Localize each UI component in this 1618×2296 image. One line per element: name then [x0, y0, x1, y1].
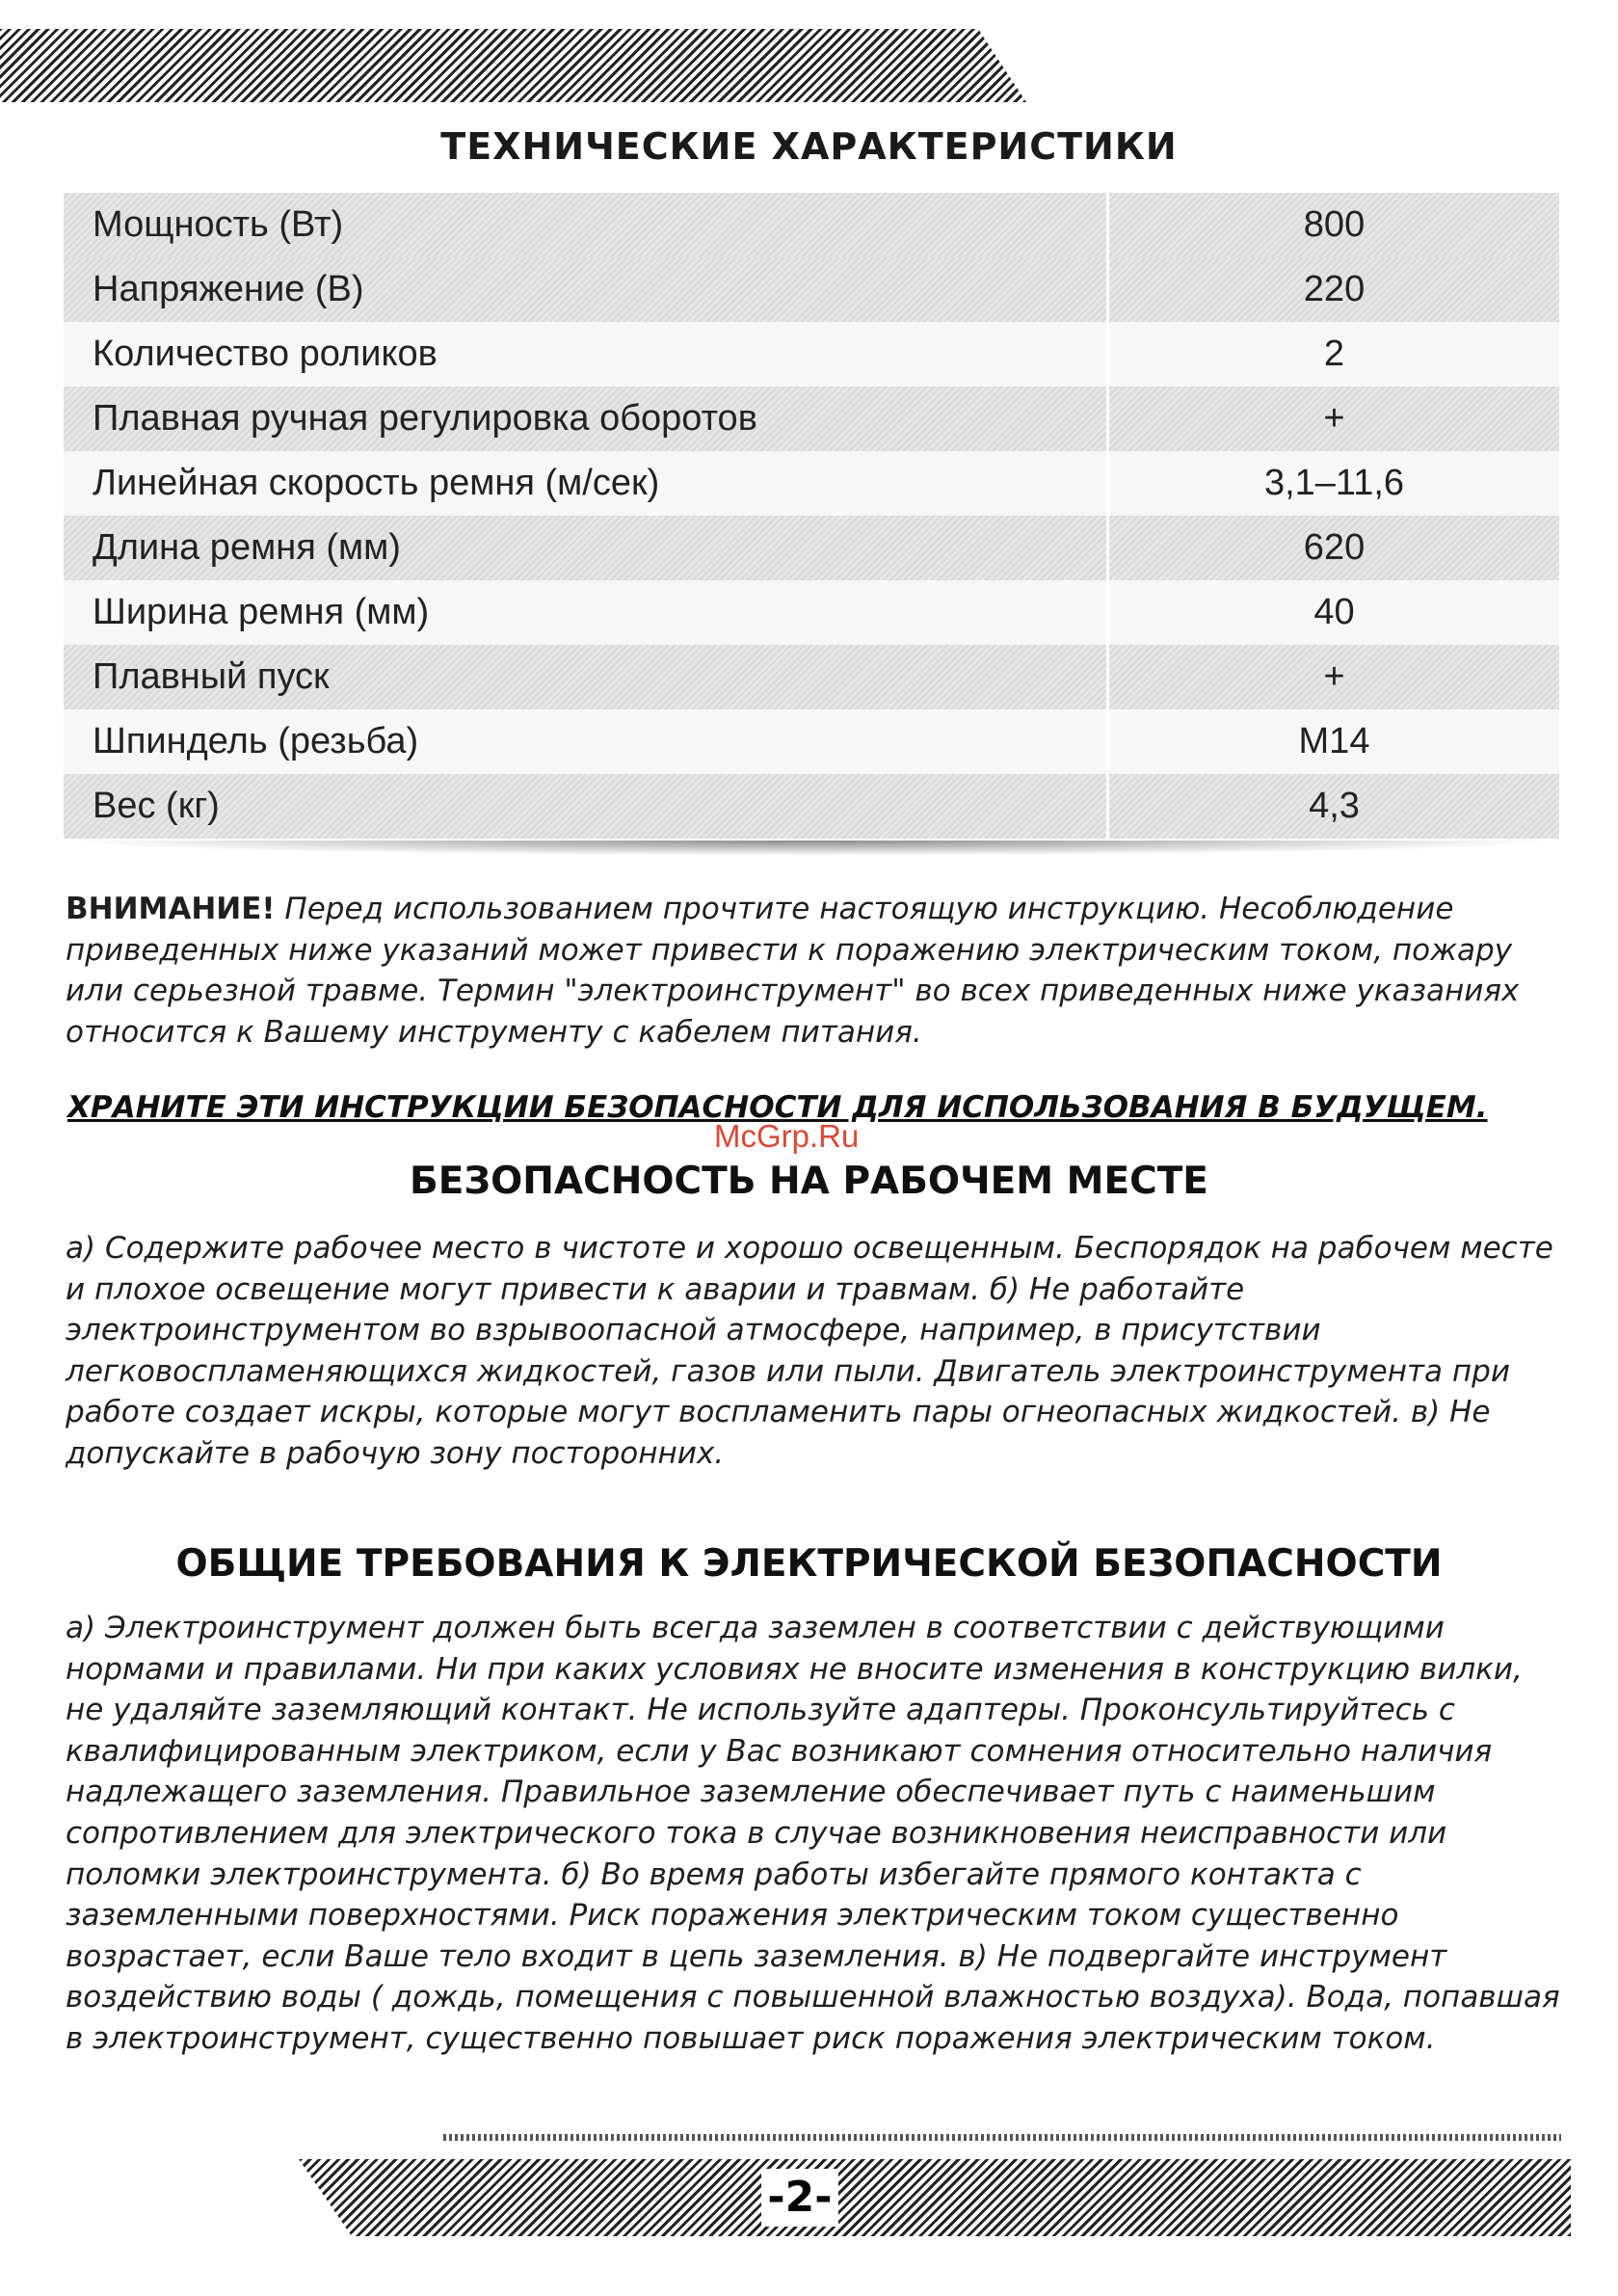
footer-hatch-band — [299, 2159, 1571, 2236]
spec-table — [64, 193, 1559, 839]
spec-name: Шпиндель (резьба) — [64, 709, 1109, 774]
spec-row — [64, 516, 1559, 580]
workplace-safety-text: а) Содержите рабочее место в чистоте и хорошо освещенным. Беспорядок на рабочем месте и плохое освещение могут привести к аварии и травмам. б) Не работайте электроинструментом во взрывоопасной атмосфере, например, в присутствии легковоспламеняющихся жидкостей, газов или пыли. Двигатель электроинструмента при работе создает искры, которые могут воспламенить пары огнеопасных жидкостей. в) Не допускайте в рабочую зону посторонних. — [66, 1231, 1553, 1471]
spec-value: 220 — [1303, 269, 1366, 309]
electrical-safety-title: ОБЩИЕ ТРЕБОВАНИЯ К ЭЛЕКТРИЧЕСКОЙ БЕЗОПАСНОСТИ — [175, 1542, 1443, 1586]
spec-row — [64, 193, 1559, 257]
warning-label: ВНИМАНИЕ! — [66, 892, 276, 926]
spec-name: Линейная скорость ремня (м/сек) — [64, 451, 1109, 516]
spec-row — [64, 451, 1559, 516]
spec-value: 40 — [1313, 592, 1355, 632]
spec-row — [64, 774, 1559, 839]
warning-paragraph — [66, 889, 1569, 1053]
header-hatch-band — [0, 29, 1026, 102]
spec-value: + — [1323, 656, 1345, 697]
spec-value: М14 — [1298, 721, 1370, 761]
spec-row — [64, 257, 1559, 322]
spec-name: Длина ремня (мм) — [64, 516, 1109, 580]
spec-name: Количество роликов — [64, 322, 1109, 387]
footer-dotted-line — [443, 2134, 1561, 2141]
spec-row — [64, 709, 1559, 774]
page-number: -2- — [761, 2169, 838, 2227]
table-shadow — [64, 841, 1559, 856]
spec-value: + — [1323, 398, 1345, 439]
spec-value: 2 — [1323, 334, 1345, 374]
spec-name: Плавный пуск — [64, 645, 1109, 709]
spec-name: Вес (кг) — [64, 774, 1109, 839]
spec-title: ТЕХНИЧЕСКИЕ ХАРАКТЕРИСТИКИ — [440, 125, 1178, 168]
spec-row — [64, 645, 1559, 709]
watermark: McGrp.Ru — [714, 1118, 860, 1154]
spec-value: 4,3 — [1309, 786, 1360, 826]
warning-text: Перед использованием прочтите настоящую инструкцию. Несоблюдение приведенных ниже указаний может привести к поражению электрическим током, пожару или серьезной травме. Термин "электроинструмент" во всех приведенных ниже указаниях относится к Вашему инструменту с кабелем питания. — [66, 892, 1520, 1050]
spec-value: 620 — [1303, 527, 1366, 568]
spec-name: Напряжение (В) — [64, 257, 1109, 322]
spec-row — [64, 387, 1559, 451]
spec-name: Ширина ремня (мм) — [64, 580, 1109, 645]
electrical-safety-text: а) Электроинструмент должен быть всегда заземлен в соответствии с действующими нормами и правилами. Ни при каких условиях не вносите изменения в конструкцию вилки, не удаляйте заземляющий контакт. Не используйте адаптеры. Проконсультируйтесь с квалифицированным электриком, если у Вас возникают сомнения относительно наличия надлежащего заземления. Правильное заземление обеспечивает путь с наименьшим сопротивлением для электрического тока в случае возникновения неисправности или поломки электроинструмента. б) Во время работы избегайте прямого контакта с заземленными поверхностями. Риск поражения электрическим током существенно возрастает, если Ваше тело входит в цепь заземления. в) Не подвергайте инструмент воздействию воды ( дождь, помещения с повышенной влажностью воздуха). Вода, попавшая в электроинструмент, существенно повышает риск поражения электрическим током. — [66, 1611, 1560, 2056]
keep-instructions-note: ХРАНИТЕ ЭТИ ИНСТРУКЦИИ БЕЗОПАСНОСТИ ДЛЯ ИСПОЛЬЗОВАНИЯ В БУДУЩЕМ. — [67, 1090, 1488, 1125]
spec-row — [64, 322, 1559, 387]
spec-value: 800 — [1303, 204, 1366, 245]
spec-name: Плавная ручная регулировка оборотов — [64, 387, 1109, 451]
spec-row — [64, 580, 1559, 645]
workplace-safety-title: БЕЗОПАСНОСТЬ НА РАБОЧЕМ МЕСТЕ — [410, 1160, 1208, 1203]
spec-value: 3,1–11,6 — [1263, 463, 1405, 503]
spec-name: Мощность (Вт) — [64, 193, 1109, 257]
